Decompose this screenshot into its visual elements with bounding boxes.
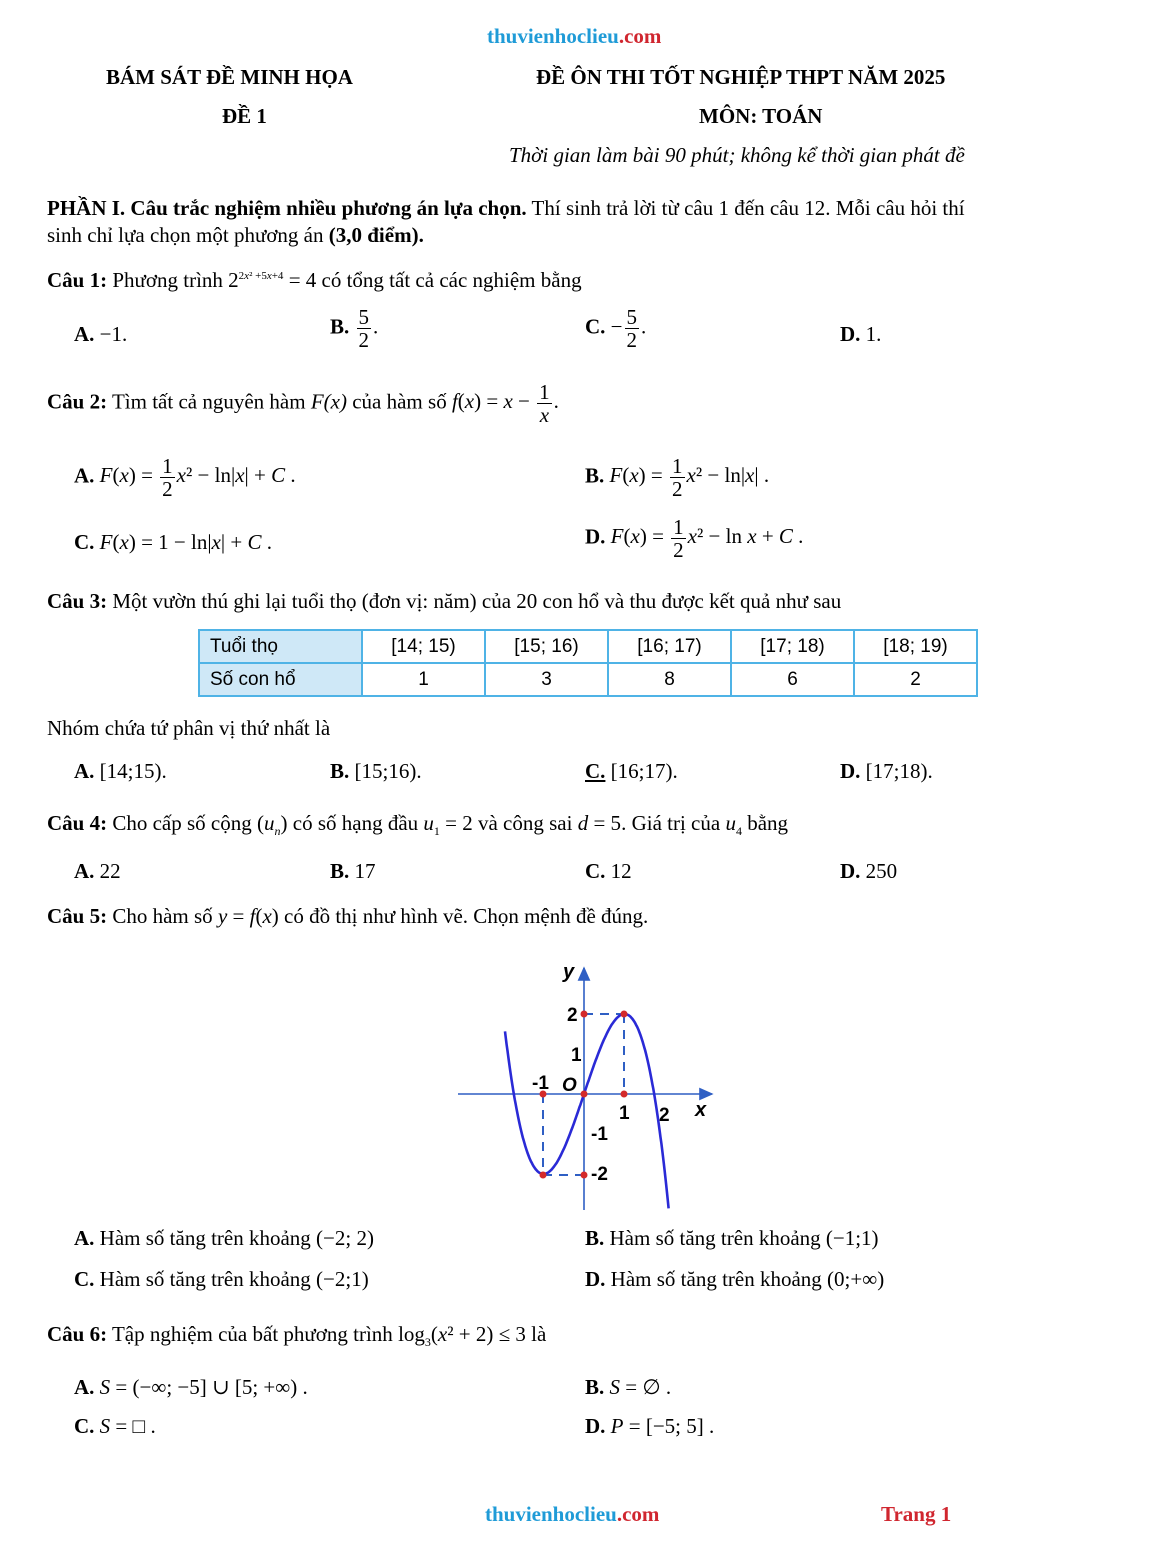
q5-label: Câu 5: <box>47 904 108 928</box>
q3-option-a-value: [14;15). <box>99 759 167 783</box>
origin-label: O <box>562 1075 577 1096</box>
question-6 <box>47 1322 546 1350</box>
table-cell: 2 <box>854 663 977 696</box>
q6-text: Tập nghiệm của bất phương trình <box>111 1322 393 1346</box>
table-cell: 8 <box>608 663 731 696</box>
q3-text: Một vườn thú ghi lại tuổi thọ (đơn vị: năm) của 20 con hổ và thu được kết quả như sau <box>112 589 842 613</box>
q1-option-c-label: C. <box>585 314 606 339</box>
q3-option-a[interactable] <box>74 759 167 784</box>
q1-text-post: có tổng tất cả các nghiệm bằng <box>321 268 582 292</box>
q1-option-b-label: B. <box>330 314 350 339</box>
q4-label: Câu 4: <box>47 811 108 835</box>
q4-u1: $u_1 = 2$ <box>423 811 473 839</box>
q2-option-b-label: B. <box>585 463 605 488</box>
tick-label-y1: 1 <box>571 1045 582 1066</box>
tick-label-x1: 1 <box>619 1103 630 1124</box>
tick-label-ym2: -2 <box>591 1164 608 1185</box>
q4-option-a[interactable] <box>74 859 121 884</box>
q5-option-a-text: Hàm số tăng trên khoảng <box>99 1226 311 1250</box>
section-text: Thí sinh trả lời từ câu 1 đến câu 12. Mỗi câu hỏi thí <box>526 196 965 220</box>
header-right-line1: ĐỀ ÔN THI TỐT NGHIỆP THPT NĂM 2025 <box>536 65 946 89</box>
q5-option-c-label: C. <box>74 1267 95 1291</box>
q4-option-c-label: C. <box>585 859 606 883</box>
header-left-line1: BÁM SÁT ĐỀ MINH HỌA <box>106 65 353 89</box>
tick-label-ym1: -1 <box>591 1124 608 1145</box>
q1-option-a-label: A. <box>74 322 95 346</box>
section-intro-2 <box>47 223 424 248</box>
q5-option-d-interval: (0;+∞) <box>827 1267 885 1291</box>
question-5 <box>47 904 648 929</box>
q5-option-b-text: Hàm số tăng trên khoảng <box>609 1226 821 1250</box>
q4-u4: $u_4$ <box>725 811 742 839</box>
q4-option-c[interactable] <box>585 859 632 884</box>
tick-label-x2: 2 <box>659 1105 670 1126</box>
q5-option-a[interactable] <box>74 1226 374 1251</box>
q4-option-a-label: A. <box>74 859 95 883</box>
q6-inequality: $\log_3(x^2 + 2) \le 3$ <box>398 1322 526 1350</box>
q3-option-b-label: B. <box>330 759 350 783</box>
q5-graph <box>450 955 730 1215</box>
header-time: Thời gian làm bài 90 phút; không kể thời gian phát đề <box>509 143 965 167</box>
q5-option-d-text: Hàm số tăng trên khoảng <box>610 1267 822 1291</box>
q4-option-b-label: B. <box>330 859 350 883</box>
tick-label-y2: 2 <box>567 1005 578 1026</box>
q4-text-mid1: có số hạng đầu <box>292 811 419 835</box>
table-row <box>199 663 977 696</box>
q6-option-c-label: C. <box>74 1414 95 1438</box>
q6-option-d-label: D. <box>585 1414 606 1438</box>
q1-option-b[interactable]: B. $\frac{5}{2}$ . <box>330 305 379 353</box>
q5-option-b-interval: (−1;1) <box>825 1226 879 1250</box>
site-domain: .com <box>618 24 662 48</box>
q6-option-a-label: A. <box>74 1375 95 1399</box>
question-2 <box>47 381 559 426</box>
q1-option-d-value: 1. <box>865 322 882 346</box>
q6-option-a[interactable]: A. S = (−∞; −5] ∪ [5; +∞) . <box>74 1375 308 1399</box>
q6-option-b-label: B. <box>585 1375 605 1399</box>
q2-option-c[interactable]: C. F(x) = 1 − ln|x| + C . <box>74 530 272 554</box>
q4-option-b[interactable] <box>330 859 376 884</box>
x-axis-label: x <box>695 1099 707 1121</box>
q4-text-mid2: và công sai <box>477 811 573 835</box>
q5-option-d-label: D. <box>585 1267 606 1291</box>
q6-option-c[interactable]: C. S = □ . <box>74 1414 156 1438</box>
table-cell: [15; 16) <box>485 630 608 663</box>
q5-text: Cho hàm số <box>112 904 213 928</box>
section-text2: sinh chỉ lựa chọn một phương án <box>47 223 329 247</box>
q6-option-d[interactable]: D. P = [−5; 5] . <box>585 1414 715 1438</box>
q2-function: f(x) = x − $\frac{1}{x}$ . <box>451 380 559 428</box>
q3-option-d-label: D. <box>840 759 861 783</box>
function-curve <box>505 1014 669 1208</box>
q3-option-c-label: C. <box>585 759 606 783</box>
header-right-line2: MÔN: TOÁN <box>699 104 823 128</box>
q2-option-c-label: C. <box>74 530 95 554</box>
question-1 <box>47 268 582 293</box>
q5-text-post: có đồ thị như hình vẽ. Chọn mệnh đề đúng. <box>284 904 649 928</box>
footer-site-name: thuvienhoclieu <box>485 1502 617 1526</box>
q2-text-mid: của hàm số <box>352 389 447 414</box>
section-title: PHẦN I. Câu trắc nghiệm nhiều phương án lựa chọn. <box>47 196 527 220</box>
q4-option-d-label: D. <box>840 859 861 883</box>
q5-option-c-text: Hàm số tăng trên khoảng <box>99 1267 311 1291</box>
table-row <box>199 630 977 663</box>
q1-text: Phương trình <box>112 268 223 292</box>
q1-option-a-value: −1. <box>99 322 128 346</box>
q4-option-b-value: 17 <box>354 859 376 883</box>
table-cell: [16; 17) <box>608 630 731 663</box>
table-cell: 6 <box>731 663 854 696</box>
q2-option-a[interactable]: A. F(x) = $\frac{1}{2}$ x² − ln|x| + C . <box>74 454 296 502</box>
table-cell: [14; 15) <box>362 630 485 663</box>
q6-text-post: là <box>531 1322 547 1346</box>
tick-label-xm1: -1 <box>532 1073 549 1094</box>
section-intro <box>47 196 965 221</box>
q3-option-d-value: [17;18). <box>865 759 933 783</box>
q1-equation: $2^{2x^2 +5x+4} = 4$ <box>228 268 317 292</box>
q4-text: Cho cấp số cộng <box>112 811 252 835</box>
q2-option-b[interactable]: B. F(x) = $\frac{1}{2}$ x² − ln|x| . <box>585 454 770 502</box>
q4-option-c-value: 12 <box>610 859 632 883</box>
q2-F: F(x) <box>310 389 347 414</box>
footer-site-domain: .com <box>616 1502 660 1526</box>
question-4 <box>47 811 788 839</box>
site-name: thuvienhoclieu <box>487 24 619 48</box>
q6-label: Câu 6: <box>47 1322 108 1346</box>
table-cell: Tuổi thọ <box>199 630 362 663</box>
q5-option-a-interval: (−2; 2) <box>316 1226 374 1250</box>
section-points: (3,0 điểm). <box>328 223 424 247</box>
q4-d: d = 5 <box>577 811 622 835</box>
question-3 <box>47 589 841 614</box>
q4-seq: $(u_n)$ <box>257 811 288 839</box>
q6-option-b[interactable]: B. S = ∅ . <box>585 1375 672 1399</box>
q4-option-a-value: 22 <box>99 859 121 883</box>
q3-option-c-value: [16;17). <box>610 759 678 783</box>
q2-option-d-label: D. <box>585 524 606 549</box>
q3-option-c[interactable] <box>585 759 678 784</box>
q3-label: Câu 3: <box>47 589 108 613</box>
q3-option-b-value: [15;16). <box>354 759 422 783</box>
site-logo-top[interactable] <box>487 24 661 49</box>
q1-option-c[interactable]: C. − $\frac{5}{2}$ . <box>585 305 647 353</box>
q3-option-a-label: A. <box>74 759 95 783</box>
q1-option-d-label: D. <box>840 322 861 346</box>
table-cell: 1 <box>362 663 485 696</box>
q2-option-a-label: A. <box>74 463 95 488</box>
q5-option-b[interactable] <box>585 1226 879 1251</box>
q3-option-b[interactable] <box>330 759 422 784</box>
q1-label: Câu 1: <box>47 268 108 292</box>
q3-table <box>198 629 978 697</box>
q3-option-d[interactable] <box>840 759 933 784</box>
q5-option-c-interval: (−2;1) <box>316 1267 369 1291</box>
q2-label: Câu 2: <box>47 389 108 414</box>
header-left-line2: ĐỀ 1 <box>222 104 267 128</box>
table-cell: Số con hổ <box>199 663 362 696</box>
table-cell: 3 <box>485 663 608 696</box>
y-axis-label: y <box>563 961 575 983</box>
q5-option-b-label: B. <box>585 1226 605 1250</box>
page-number: Trang 1 <box>881 1502 952 1526</box>
q1-option-d[interactable] <box>840 322 881 347</box>
q5-option-c[interactable] <box>74 1267 369 1292</box>
q4-option-d-value: 250 <box>865 859 898 883</box>
q2-option-d[interactable]: D. F(x) = $\frac{1}{2}$ x² − ln x + C . <box>585 515 804 563</box>
q4-option-d[interactable] <box>840 859 897 884</box>
q5-option-a-label: A. <box>74 1226 95 1250</box>
q1-option-a[interactable] <box>74 322 127 347</box>
q2-text: Tìm tất cả nguyên hàm <box>111 389 306 414</box>
q3-question: Nhóm chứa tứ phân vị thứ nhất là <box>47 716 331 740</box>
q5-function: y = f(x) <box>217 904 279 928</box>
q4-text-mid3: . Giá trị của <box>621 811 721 835</box>
site-logo-footer[interactable] <box>485 1502 659 1527</box>
q4-text-post: bằng <box>747 811 789 835</box>
table-cell: [17; 18) <box>731 630 854 663</box>
table-cell: [18; 19) <box>854 630 977 663</box>
q5-option-d[interactable] <box>585 1267 884 1292</box>
